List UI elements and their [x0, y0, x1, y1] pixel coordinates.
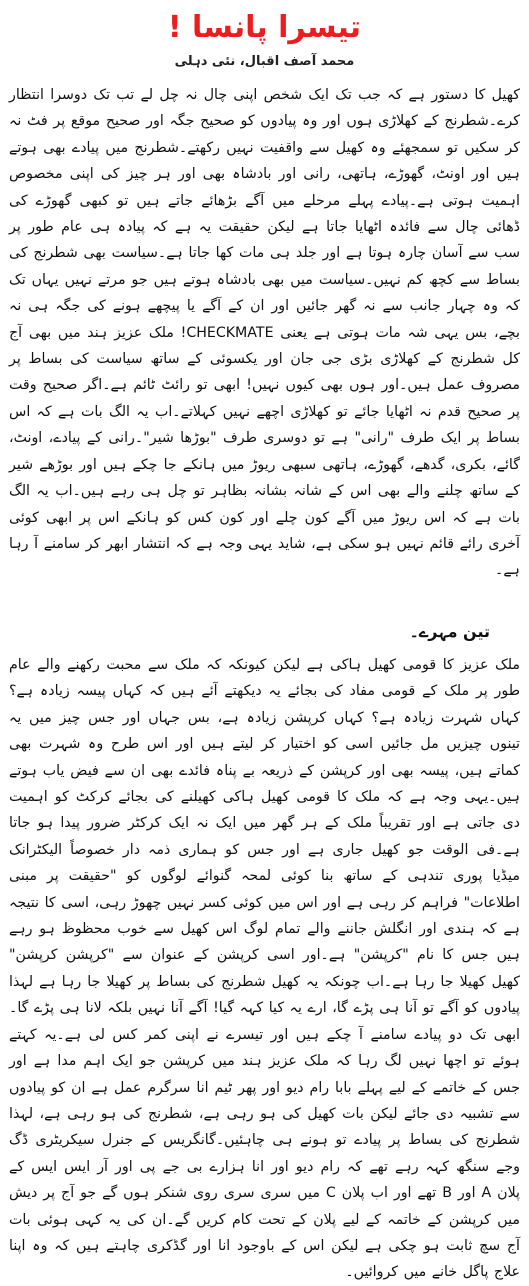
article-paragraph-2: ملک عزیز کا قومی کھیل ہاکی ہے لیکن کیونکہ کہ ملک سے محبت رکھنے والے عام طور پر ملک کے قومی مفاد کی بجائے یہ دیکھتے آئے ہیں کہ کہاں پیسہ زیادہ ہے؟ کہاں شہرت زیادہ ہے؟ کہاں کرپشن زیادہ ہے، بس جہاں اور جس چیز میں یہ تینوں چیزیں مل جائیں اسی کو اختیار کر لیتے ہیں اور اس طرح وہ شہرت بھی کماتے ہیں، پیسہ بھی اور کرپشن کے ذریعہ بے پناہ فائدے بھی ان سے فیض یاب ہوتے ہیں۔یہی وجہ ہے کہ ملک کا قومی کھیل ہاکی کھیلنے کی بجائے کرکٹ کو اہمیت دی جاتی ہے اور تقریباً ملک کے ہر گھر میں ایک نہ ایک کرکٹر ضرور پیدا ہو جاتا ہے۔فی الوقت جو کھیل جاری ہے اور جس کو ہماری ذمہ دار خصوصاً الیکٹرانک میڈیا پوری تندہی کے ساتھ بنا کوئی لمحہ گنوائے لوگوں کو "حقیقت پر مبنی اطلاعات" فراہم کر رہی ہے اور اس میں کوئی کسر نہیں چھوڑ رہی، اسی کا نتیجہ ہے کہ ہندی اور انگلش جاننے والے تمام لوگ اس کھیل سے خوب محظوظ ہو رہے ہیں جس کا نام "کرپشن" ہے۔اور اسی کرپشن کے عنوان سے "کرپشن کرپشن" کھیل کھیلا جا رہا ہے۔اب چونکہ یہ کھیل شطرنج کی بساط پر کھیلا جا رہا ہے لہذا پیادوں کو آگے تو آنا ہی پڑے گا، ارے یہ کیا کہہ گیا! آگے آنا نہیں بلکہ لانا ہی پڑے گا۔ابھی تک دو پیادے سامنے آ چکے ہیں اور تیسرے نے اپنی کمر کس لی ہے۔یہ کہتے ہوئے تو اچھا نہیں لگ رہا کہ ملک عزیز ہند میں کرپشن جو ایک اہم مدا ہے اور جس کے خاتمے کے لیے پہلے بابا رام دیو اور پھر ٹیم انا سرگرم عمل ہے ان کو پیادوں سے تشبیہ دی جائے لیکن بات کھیل کی ہو رہی ہے، شطرنج کی ہو رہی ہے، لہذا شطرنج کی بساط پر پیادے تو ہونے ہی چاہئیں۔گانگریس کے جنرل سیکریٹری ڈگ وجے سنگھ کہہ رہے تھے کہ رام دیو اور انا ہزارے بی جے پی اور آر ایس ایس کے پلان A اور B تھے اور اب پلان C میں سری سری روی شنکر ہوں گے جو آج پر دیش میں کرپشن کے خاتمہ کے لیے پلان کے تحت کام کریں گے۔ان کی یہ کہی ہوئی بات آج سچ ثابت ہو چکی ہے لیکن اس کے باوجود انا اور گڈکری چاہتے ہیں کہ وہ اپنا علاج پاگل خانے میں کروائیں۔	[9, 657, 521, 1281]
article-byline: محمد آصف اقبال، نئی دہلی	[174, 54, 355, 69]
article-paragraph-1: کھیل کا دستور ہے کہ جب تک ایک شخص اپنی چال نہ چل لے تب تک دوسرا انتظار کرے۔شطرنج کے کھلاڑی ہوں اور وہ پیادوں کو صحیح جگہ اور صحیح موقع پر فٹ نہ کر سکیں تو سمجھئے وہ کھیل سے واقفیت نہیں رکھتے۔شطرنج میں پیادے بھی ہوتے ہیں اور اونٹ، گھوڑے، ہاتھی، رانی اور بادشاہ بھی اور ہر چیز کی اپنی مخصوص اہمیت ہوتی ہے۔پیادے پہلے مرحلے میں آگے بڑھائے جاتے ہیں تو کبھی گھوڑے کی ڈھائی چال سے فائدہ اٹھایا جاتا ہے لیکن حقیقت یہ ہے کہ پیادہ ہی عام طور پر سب سے آسان چارہ ہوتا ہے اور جلد ہی مات کھا جاتا ہے۔سیاست بھی شطرنج کی بساط سے کچھ کم نہیں۔سیاست میں بھی بادشاہ ہوتے ہیں جو مرتے نہیں یہاں تک کہ وہ چہار جانب سے نہ گھر جائیں اور ان کے آگے یا پیچھے ہونے کی جگہ ہی نہ بچے، بس یہی شہ مات ہوتی ہے یعنی CHECKMATE! ملک عزیز ہند میں بھی آج کل شطرنج کے کھلاڑی بڑی جی جان اور یکسوئی کے ساتھ سیاست کی بساط پر مصروف عمل ہیں۔اور ہوں بھی کیوں نہیں! ابھی تو رائٹ ٹائم ہے۔اگر صحیح وقت پر صحیح قدم نہ اٹھایا جائے تو کھلاڑی اچھے نہیں کہلاتے۔اب یہ الگ بات ہے کہ اس بساط پر ایک طرف "رانی" ہے تو دوسری طرف "بوڑھا شیر"۔رانی کے پیادے، اونٹ، گائے، بکری، گدھے، گھوڑے، ہاتھی سبھی ریوڑ میں ہانکے جا چکے ہیں اور بوڑھے شیر کے ساتھ چلنے والے بھی اس کے شانہ بشانہ بظاہر تو چل ہی رہے ہیں۔اب یہ الگ بات ہے کہ اس ریوڑ میں آگے کون چلے اور کون کس کو ہانکے اس پر ابھی کوئی آخری رائے قائم نہیں ہو سکی ہے، شاید یہی وجہ ہے کہ انتشار ابھر کر سامنے آ رہا ہے۔	[9, 87, 520, 579]
article-title: تیسرا پانسا !	[167, 10, 362, 45]
section-heading: تین مہرے۔	[409, 622, 490, 641]
